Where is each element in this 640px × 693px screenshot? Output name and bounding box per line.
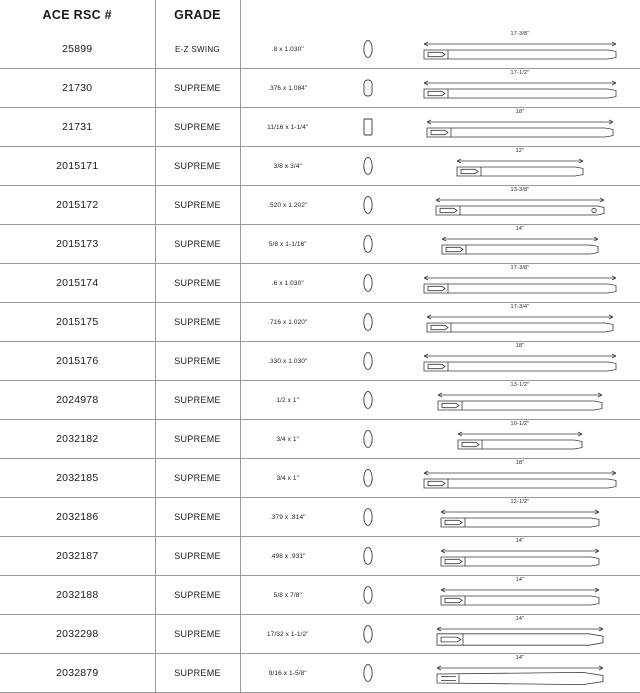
cell-grade: SUPREME [155, 420, 240, 459]
tool-drawing [400, 69, 640, 107]
length-dimension-label: 10-1/2" [510, 421, 530, 427]
table-row [0, 537, 640, 576]
profile-icon [335, 342, 400, 380]
cell-size: 17/32 x 1-1/2" [240, 615, 335, 654]
cell-tool-drawing [400, 576, 640, 615]
cell-grade: SUPREME [155, 69, 240, 108]
tool-drawing [400, 381, 640, 419]
table-row [0, 615, 640, 654]
length-dimension-label: 14" [515, 616, 525, 622]
cell-cross-section-profile [335, 30, 400, 69]
chisel-icon [422, 79, 618, 101]
profile-icon [335, 147, 400, 185]
cell-cross-section-profile [335, 186, 400, 225]
tool-drawing [400, 342, 640, 380]
length-dimension-label: 13-1/2" [510, 382, 530, 388]
cell-part-number: 2032186 [0, 498, 155, 537]
tool-drawing [400, 186, 640, 224]
cell-cross-section-profile [335, 342, 400, 381]
table-row [0, 420, 640, 459]
cell-grade: SUPREME [155, 498, 240, 537]
cell-grade: SUPREME [155, 303, 240, 342]
header-size [240, 0, 335, 30]
cell-size: .376 x 1.084" [240, 69, 335, 108]
cell-size: 3/4 x 1" [240, 420, 335, 459]
table-row [0, 654, 640, 693]
cell-tool-drawing [400, 615, 640, 654]
length-dimension-label: 12" [515, 148, 525, 154]
length-dimension-label: 14" [515, 577, 525, 583]
chisel-icon [425, 313, 615, 335]
cell-grade: SUPREME [155, 576, 240, 615]
length-dimension-label: 18" [515, 343, 525, 349]
table-row [0, 225, 640, 264]
profile-icon [335, 186, 400, 224]
cell-part-number: 2032185 [0, 459, 155, 498]
cell-part-number: 2032879 [0, 654, 155, 693]
cell-part-number: 2015175 [0, 303, 155, 342]
profile-icon [335, 30, 400, 68]
cell-grade: SUPREME [155, 654, 240, 693]
chisel-icon [422, 40, 618, 62]
cell-cross-section-profile [335, 420, 400, 459]
cell-part-number: 2032182 [0, 420, 155, 459]
cell-tool-drawing [400, 420, 640, 459]
cell-size: .498 x .931" [240, 537, 335, 576]
cell-cross-section-profile [335, 576, 400, 615]
tool-drawing [400, 537, 640, 575]
table-row [0, 108, 640, 147]
tool-drawing [400, 30, 640, 68]
cell-size: .520 x 1.202" [240, 186, 335, 225]
chisel-icon [439, 586, 601, 608]
tool-drawing [400, 615, 640, 653]
cell-tool-drawing [400, 108, 640, 147]
table-row [0, 69, 640, 108]
cell-tool-drawing [400, 264, 640, 303]
table-row [0, 342, 640, 381]
table-header-row [0, 0, 640, 30]
table-row [0, 381, 640, 420]
cell-grade: E-Z SWING [155, 30, 240, 69]
cell-grade: SUPREME [155, 108, 240, 147]
table-row [0, 147, 640, 186]
length-dimension-label: 18" [515, 109, 525, 115]
cell-tool-drawing [400, 381, 640, 420]
length-dimension-label: 13-3/8" [510, 187, 530, 193]
length-dimension-label: 17-3/8" [510, 265, 530, 271]
profile-icon [335, 498, 400, 536]
cell-size: .6 x 1.030" [240, 264, 335, 303]
cell-grade: SUPREME [155, 459, 240, 498]
cell-size: 3/8 x 3/4" [240, 147, 335, 186]
chisel-icon [425, 118, 615, 140]
header-grade: GRADE [155, 0, 240, 30]
cell-tool-drawing [400, 342, 640, 381]
tool-drawing [400, 303, 640, 341]
cell-cross-section-profile [335, 498, 400, 537]
cell-part-number: 2015174 [0, 264, 155, 303]
tool-drawing [400, 264, 640, 302]
cell-part-number: 21730 [0, 69, 155, 108]
tool-drawing [400, 576, 640, 614]
chisel-icon [435, 625, 605, 647]
cell-cross-section-profile [335, 225, 400, 264]
cell-tool-drawing [400, 30, 640, 69]
cell-size: 5/8 x 1-1/16" [240, 225, 335, 264]
table-row [0, 498, 640, 537]
length-dimension-label: 17-1/2" [510, 70, 530, 76]
cell-size: 9/16 x 1-5/8" [240, 654, 335, 693]
chisel-icon [439, 508, 601, 530]
cell-size: .8 x 1.030" [240, 30, 335, 69]
profile-icon [335, 615, 400, 653]
chisel-icon [422, 274, 618, 296]
cell-tool-drawing [400, 69, 640, 108]
cell-tool-drawing [400, 303, 640, 342]
profile-icon [335, 576, 400, 614]
tool-drawing [400, 225, 640, 263]
chisel-icon [435, 664, 605, 686]
tool-drawing [400, 108, 640, 146]
cell-grade: SUPREME [155, 537, 240, 576]
cell-grade: SUPREME [155, 381, 240, 420]
cell-tool-drawing [400, 654, 640, 693]
cell-cross-section-profile [335, 69, 400, 108]
table-row [0, 30, 640, 69]
length-dimension-label: 14" [515, 226, 525, 232]
cell-part-number: 2032188 [0, 576, 155, 615]
cell-size: .379 x .814" [240, 498, 335, 537]
length-dimension-label: 18" [515, 460, 525, 466]
cell-size: .330 x 1.030" [240, 342, 335, 381]
header-part-number: ACE RSC # [42, 8, 112, 22]
profile-icon [335, 225, 400, 263]
cell-part-number: 2015176 [0, 342, 155, 381]
cell-cross-section-profile [335, 303, 400, 342]
header-drawing [400, 0, 640, 30]
chisel-icon [456, 430, 584, 452]
profile-icon [335, 420, 400, 458]
cell-grade: SUPREME [155, 147, 240, 186]
cell-grade: SUPREME [155, 225, 240, 264]
cell-part-number: 2015172 [0, 186, 155, 225]
table-row [0, 264, 640, 303]
chisel-icon [434, 196, 606, 218]
table-row [0, 303, 640, 342]
cell-cross-section-profile [335, 459, 400, 498]
cell-tool-drawing [400, 498, 640, 537]
profile-icon [335, 654, 400, 692]
length-dimension-label: 12-1/2" [510, 499, 530, 505]
cell-tool-drawing [400, 147, 640, 186]
cell-size: 11/16 x 1-1/4" [240, 108, 335, 147]
cell-cross-section-profile [335, 264, 400, 303]
profile-icon [335, 69, 400, 107]
header-profile [335, 0, 400, 30]
cell-cross-section-profile [335, 147, 400, 186]
length-dimension-label: 17-3/4" [510, 304, 530, 310]
cell-size: .716 x 1.020" [240, 303, 335, 342]
cell-tool-drawing [400, 186, 640, 225]
cell-tool-drawing [400, 537, 640, 576]
table-row [0, 186, 640, 225]
tool-drawing [400, 654, 640, 692]
chisel-icon [422, 352, 618, 374]
profile-icon [335, 537, 400, 575]
profile-icon [335, 459, 400, 497]
table-row [0, 576, 640, 615]
profile-icon [335, 381, 400, 419]
chisel-icon [439, 547, 601, 569]
cell-size: 1/2 x 1" [240, 381, 335, 420]
cell-part-number: 2032187 [0, 537, 155, 576]
cell-part-number: 2032298 [0, 615, 155, 654]
tool-drawing [400, 420, 640, 458]
chisel-icon [436, 391, 604, 413]
cell-size: 3/4 x 1" [240, 459, 335, 498]
cell-tool-drawing [400, 459, 640, 498]
cell-grade: SUPREME [155, 264, 240, 303]
cell-cross-section-profile [335, 654, 400, 693]
tool-drawing [400, 498, 640, 536]
cell-grade: SUPREME [155, 615, 240, 654]
table-row [0, 459, 640, 498]
cell-grade: SUPREME [155, 186, 240, 225]
cell-cross-section-profile [335, 615, 400, 654]
cell-cross-section-profile [335, 108, 400, 147]
cell-part-number: 2024978 [0, 381, 155, 420]
cell-cross-section-profile [335, 381, 400, 420]
chisel-icon [455, 157, 585, 179]
profile-icon [335, 264, 400, 302]
profile-icon [335, 303, 400, 341]
cell-cross-section-profile [335, 537, 400, 576]
cell-part-number: 2015171 [0, 147, 155, 186]
length-dimension-label: 14" [515, 538, 525, 544]
chisel-icon [422, 469, 618, 491]
length-dimension-label: 14" [515, 655, 525, 661]
tool-drawing [400, 459, 640, 497]
tool-drawing [400, 147, 640, 185]
length-dimension-label: 17-3/8" [510, 31, 530, 37]
profile-icon [335, 108, 400, 146]
cell-size: 5/8 x 7/8" [240, 576, 335, 615]
cell-part-number: 2015173 [0, 225, 155, 264]
cell-part-number: 25899 [0, 30, 155, 69]
cell-tool-drawing [400, 225, 640, 264]
cell-grade: SUPREME [155, 342, 240, 381]
cell-part-number: 21731 [0, 108, 155, 147]
chisel-icon [440, 235, 600, 257]
